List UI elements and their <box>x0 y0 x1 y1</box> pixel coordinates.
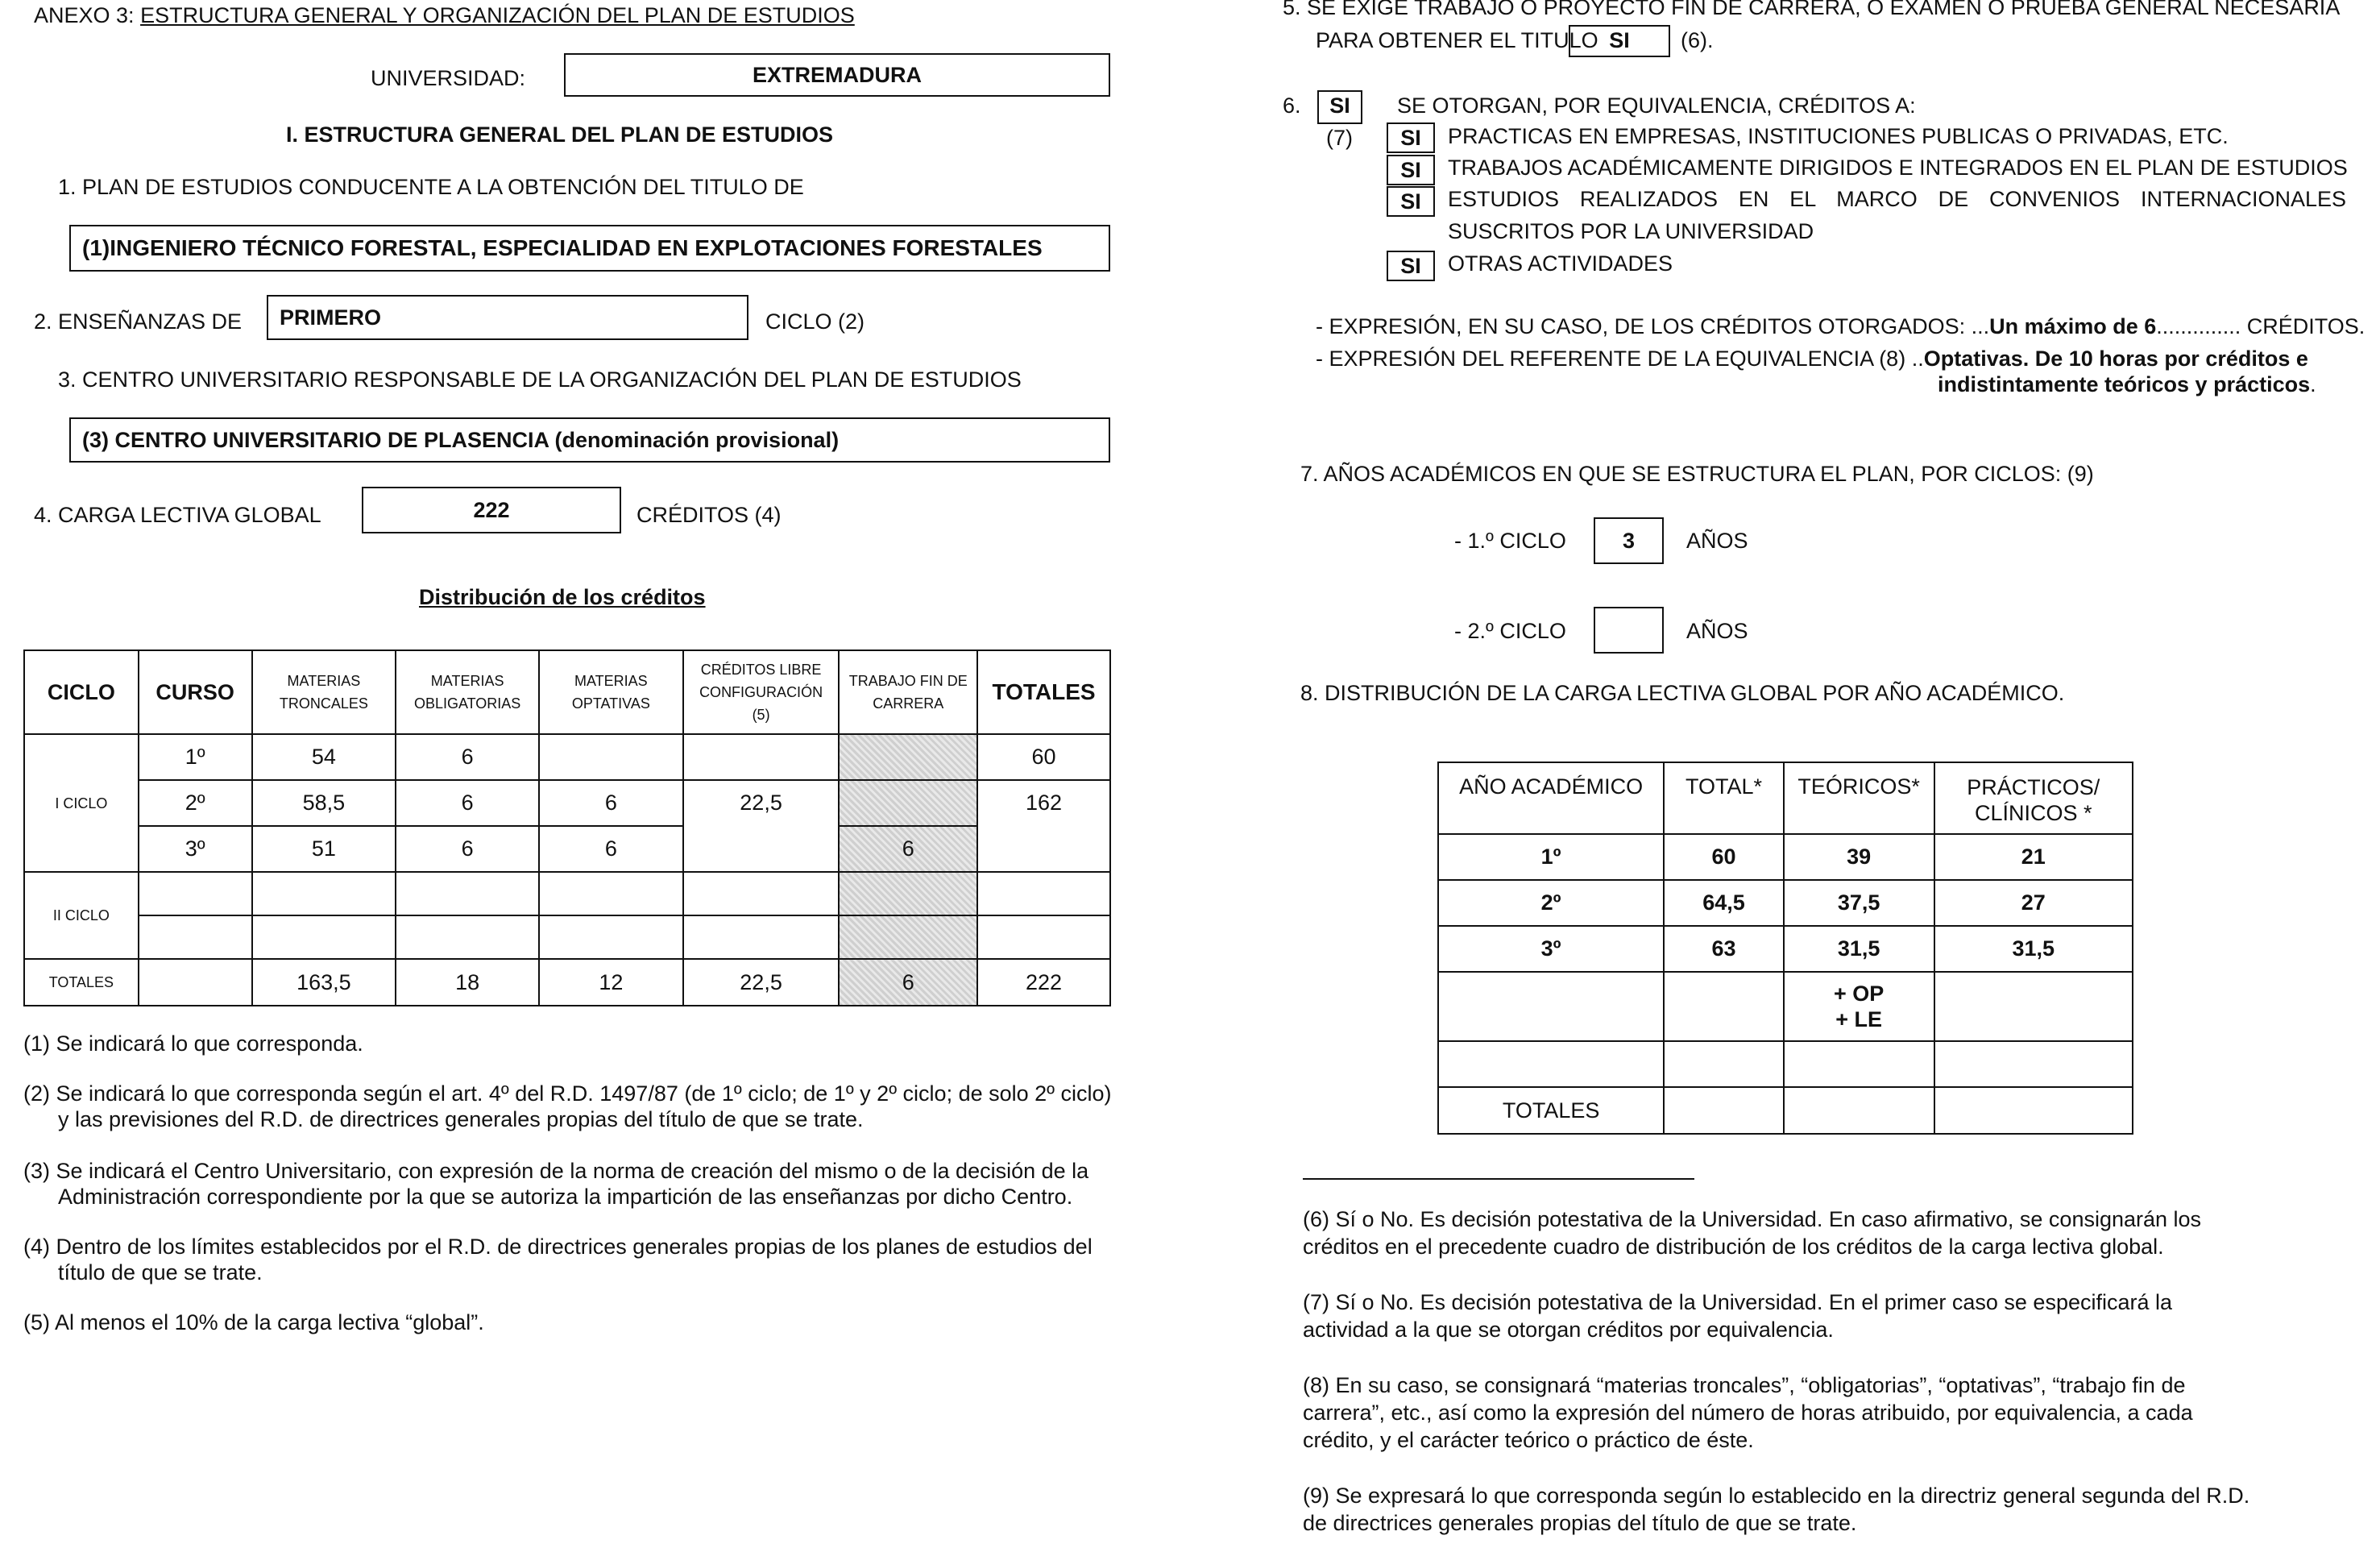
ciclo2-label: - 2.º CICLO <box>1454 619 1566 643</box>
annex-heading <box>34 3 855 28</box>
total-global: 222 <box>977 959 1110 1006</box>
year-distribution-table <box>1437 762 2133 1135</box>
cell-trabajo <box>839 915 977 959</box>
cell-teoricos: 31,5 <box>1784 926 1934 972</box>
header-ano: AÑO ACADÉMICO <box>1438 762 1664 834</box>
opt-practicas: PRACTICAS EN EMPRESAS, INSTITUCIONES PUBLICAS O PRIVADAS, ETC. <box>1448 124 2229 148</box>
item5-line1: 5. SE EXIGE TRABAJO O PROYECTO FIN DE CARRERA, O EXAMEN O PRUEBA GENERAL NECESARIA <box>1283 0 2341 19</box>
item6-ref: (7) <box>1326 126 1353 150</box>
ciclo1-anos-box: 3 <box>1594 517 1664 564</box>
table-row <box>24 780 1110 826</box>
item4-suffix: CRÉDITOS (4) <box>636 503 782 527</box>
note-7-cont: actividad a la que se otorgan créditos por equivalencia. <box>1303 1318 1834 1342</box>
cell-practicos: 27 <box>1934 880 2133 926</box>
cell-curso: 2º <box>139 780 252 826</box>
opt-si-box: SI <box>1387 122 1435 153</box>
opt-estudios: ESTUDIOS REALIZADOS EN EL MARCO DE CONVENIOS INTERNACIONALES <box>1448 187 2346 211</box>
item2-suffix: CICLO (2) <box>765 309 865 334</box>
expr2 <box>1316 347 2308 371</box>
cell-practicos: 21 <box>1934 834 2133 880</box>
credit-distribution-table <box>23 649 1111 1006</box>
universidad-label: UNIVERSIDAD: <box>371 66 526 90</box>
table-totals-row <box>24 959 1110 1006</box>
cell-total: 64,5 <box>1664 880 1784 926</box>
expr2-prefix: - EXPRESIÓN DEL REFERENTE DE LA EQUIVALENCIA (8) .. <box>1316 347 1924 371</box>
table-header-row <box>1438 762 2133 834</box>
item5-suffix: (6). <box>1681 28 1714 52</box>
cell-totales: 60 <box>977 734 1110 780</box>
ensenanzas-field: PRIMERO <box>267 295 748 340</box>
total-obligatorias: 18 <box>396 959 539 1006</box>
cell-troncales: 51 <box>252 826 396 872</box>
cell-empty <box>539 915 683 959</box>
cell-troncales: 54 <box>252 734 396 780</box>
cell-obligatorias: 6 <box>396 780 539 826</box>
cell-empty <box>1438 972 1664 1041</box>
item7-label: 7. AÑOS ACADÉMICOS EN QUE SE ESTRUCTURA EL PLAN, POR CICLOS: (9) <box>1300 462 2094 486</box>
table-totals-row <box>1438 1087 2133 1134</box>
cell-empty <box>1934 1041 2133 1087</box>
cell-obligatorias: 6 <box>396 826 539 872</box>
header-practicos <box>1934 762 2133 834</box>
expr1 <box>1316 314 2365 339</box>
table-row <box>24 734 1110 780</box>
opt-otras: OTRAS ACTIVIDADES <box>1448 251 1673 276</box>
cell-empty <box>1438 1041 1664 1087</box>
cell-empty <box>139 915 252 959</box>
expr2-end: . <box>2310 372 2316 396</box>
cell-optativas: 6 <box>539 826 683 872</box>
note-4-cont: título de que se trate. <box>58 1260 263 1284</box>
cell-teoricos: 37,5 <box>1784 880 1934 926</box>
cell-total: 63 <box>1664 926 1784 972</box>
cell-empty <box>539 872 683 915</box>
note-2-cont: y las previsiones del R.D. de directrices generales propias del título de que se trate. <box>58 1107 864 1131</box>
expr2-cont <box>1938 372 2316 397</box>
header-ciclo: CICLO <box>24 650 139 734</box>
note-9: (9) Se expresará lo que corresponda según lo establecido en la directriz general segunda del R.D. <box>1303 1484 2250 1508</box>
ciclo-ii-cell: II CICLO <box>24 872 139 959</box>
cell-libre <box>683 734 840 780</box>
cell-practicos: 31,5 <box>1934 926 2133 972</box>
header-troncales: MATERIAS TRONCALES <box>252 650 396 734</box>
titulo-field: (1)INGENIERO TÉCNICO FORESTAL, ESPECIALIDAD EN EXPLOTACIONES FORESTALES <box>69 225 1110 272</box>
cell-ano: 1º <box>1438 834 1664 880</box>
opt-si-box: SI <box>1387 251 1435 281</box>
cell-empty <box>977 872 1110 915</box>
table-row <box>1438 834 2133 880</box>
item3-label: 3. CENTRO UNIVERSITARIO RESPONSABLE DE LA ORGANIZACIÓN DEL PLAN DE ESTUDIOS <box>58 367 1022 392</box>
opt-si-box: SI <box>1387 155 1435 185</box>
expr1-value: Un máximo de 6 <box>1989 314 2157 338</box>
total-troncales: 163,5 <box>252 959 396 1006</box>
note-8-cont2: crédito, y el carácter teórico o práctico de éste. <box>1303 1428 1754 1452</box>
op-label: + OP <box>1834 982 1885 1006</box>
item8-label: 8. DISTRIBUCIÓN DE LA CARGA LECTIVA GLOBAL POR AÑO ACADÉMICO. <box>1300 681 2065 705</box>
opt-estudios-cont: SUSCRITOS POR LA UNIVERSIDAD <box>1448 219 1814 243</box>
cell-empty <box>683 915 840 959</box>
cell-optativas <box>539 734 683 780</box>
table-header-row <box>24 650 1110 734</box>
note-9-cont: de directrices generales propias del título de que se trate. <box>1303 1511 1857 1535</box>
total-trabajo: 6 <box>839 959 977 1006</box>
table-row <box>1438 1041 2133 1087</box>
footnote-divider <box>1303 1178 1694 1180</box>
note-8-cont: carrera”, etc., así como la expresión del número de horas atribuido, por equivalencia, a cada <box>1303 1401 2193 1425</box>
header-obligatorias: MATERIAS OBLIGATORIAS <box>396 650 539 734</box>
ciclo2-anos-label: AÑOS <box>1686 619 1748 643</box>
expr2-value: Optativas. De 10 horas por créditos e <box>1923 347 2308 371</box>
table-row <box>1438 972 2133 1041</box>
cell-empty <box>1664 1041 1784 1087</box>
expr2-value2: indistintamente teóricos y prácticos <box>1938 372 2311 396</box>
header-total: TOTAL* <box>1664 762 1784 834</box>
cell-total: 60 <box>1664 834 1784 880</box>
le-label: + LE <box>1835 1007 1883 1031</box>
section-title: I. ESTRUCTURA GENERAL DEL PLAN DE ESTUDIOS <box>286 122 834 147</box>
cell-empty <box>396 915 539 959</box>
header-optativas: MATERIAS OPTATIVAS <box>539 650 683 734</box>
note-4: (4) Dentro de los límites establecidos por el R.D. de directrices generales propias de los planes de estudios del <box>23 1235 1093 1259</box>
annex-title: ESTRUCTURA GENERAL Y ORGANIZACIÓN DEL PLAN DE ESTUDIOS <box>140 3 855 27</box>
annex-prefix: ANEXO 3: <box>34 3 135 27</box>
cell-empty <box>1934 972 2133 1041</box>
cell-troncales: 58,5 <box>252 780 396 826</box>
totales-label: TOTALES <box>1438 1087 1664 1134</box>
item6-si-box: SI <box>1317 90 1362 124</box>
note-6: (6) Sí o No. Es decisión potestativa de la Universidad. En caso afirmativo, se consignarán los <box>1303 1207 2202 1231</box>
cell-empty <box>139 872 252 915</box>
cell-curso: 1º <box>139 734 252 780</box>
note-7: (7) Sí o No. Es decisión potestativa de la Universidad. En el primer caso se especificará la <box>1303 1290 2173 1314</box>
header-practicos-l1: PRÁCTICOS/ <box>1967 775 2100 799</box>
cell-empty <box>252 915 396 959</box>
cell-libre: 22,5 <box>683 780 840 872</box>
item2-label: 2. ENSEÑANZAS DE <box>34 309 243 334</box>
table-row <box>24 915 1110 959</box>
cell-ano: 2º <box>1438 880 1664 926</box>
total-libre: 22,5 <box>683 959 840 1006</box>
ciclo1-label: - 1.º CICLO <box>1454 529 1566 553</box>
cell-trabajo <box>839 780 977 826</box>
item5-line2: PARA OBTENER EL TITULO <box>1316 28 1598 52</box>
cell-teoricos: 39 <box>1784 834 1934 880</box>
note-8: (8) En su caso, se consignará “materias troncales”, “obligatorias”, “optativas”, “trabajo fin de <box>1303 1373 2186 1397</box>
note-2: (2) Se indicará lo que corresponda según el art. 4º del R.D. 1497/87 (de 1º ciclo; de 1º y 2º ciclo; de solo 2º ciclo) <box>23 1081 1112 1106</box>
universidad-field: EXTREMADURA <box>564 53 1110 97</box>
opt-si-box: SI <box>1387 186 1435 217</box>
cell-empty <box>977 915 1110 959</box>
cell-op-le <box>1784 972 1934 1041</box>
total-optativas: 12 <box>539 959 683 1006</box>
cell-trabajo <box>839 734 977 780</box>
header-trabajo-fin: TRABAJO FIN DE CARRERA <box>839 650 977 734</box>
cell-trabajo: 6 <box>839 826 977 872</box>
ciclo-i-cell: I CICLO <box>24 734 139 872</box>
item5-si-box: SI <box>1569 25 1670 57</box>
note-3-cont: Administración correspondiente por la que se autoriza la impartición de las enseñanzas por dicho Centro. <box>58 1185 1073 1209</box>
cell-curso: 3º <box>139 826 252 872</box>
note-3: (3) Se indicará el Centro Universitario, con expresión de la norma de creación del mismo o de la decisión de la <box>23 1159 1089 1183</box>
expr1-suffix: .............. CRÉDITOS. <box>2156 314 2365 338</box>
header-practicos-l2: CLÍNICOS * <box>1975 801 2092 825</box>
item6-label: 6. <box>1283 93 1301 118</box>
cell-optativas: 6 <box>539 780 683 826</box>
centro-field: (3) CENTRO UNIVERSITARIO DE PLASENCIA (denominación provisional) <box>69 417 1110 463</box>
table-row <box>24 826 1110 872</box>
item4-label: 4. CARGA LECTIVA GLOBAL <box>34 503 321 527</box>
cell-trabajo <box>839 872 977 915</box>
cell-ano: 3º <box>1438 926 1664 972</box>
cell-totales: 162 <box>977 780 1110 872</box>
cell-empty <box>252 872 396 915</box>
table-row <box>1438 926 2133 972</box>
header-teoricos: TEÓRICOS* <box>1784 762 1934 834</box>
ciclo2-anos-box <box>1594 607 1664 654</box>
header-curso: CURSO <box>139 650 252 734</box>
header-libre-config: CRÉDITOS LIBRE CONFIGURACIÓN (5) <box>683 650 840 734</box>
totales-label: TOTALES <box>24 959 139 1006</box>
dist-title: Distribución de los créditos <box>419 585 706 609</box>
item1-label: 1. PLAN DE ESTUDIOS CONDUCENTE A LA OBTENCIÓN DEL TITULO DE <box>58 175 804 199</box>
cell-empty <box>1784 1087 1934 1134</box>
expr1-prefix: - EXPRESIÓN, EN SU CASO, DE LOS CRÉDITOS OTORGADOS: ... <box>1316 314 1990 338</box>
table-row <box>24 872 1110 915</box>
cell-empty <box>1784 1041 1934 1087</box>
opt-trabajos: TRABAJOS ACADÉMICAMENTE DIRIGIDOS E INTEGRADOS EN EL PLAN DE ESTUDIOS <box>1448 156 2348 180</box>
cell-empty <box>396 872 539 915</box>
header-totales: TOTALES <box>977 650 1110 734</box>
cell-obligatorias: 6 <box>396 734 539 780</box>
note-6-cont: créditos en el precedente cuadro de distribución de los créditos de la carga lectiva global. <box>1303 1235 2164 1259</box>
cell-empty <box>683 872 840 915</box>
carga-field: 222 <box>362 487 621 533</box>
item6-text: SE OTORGAN, POR EQUIVALENCIA, CRÉDITOS A: <box>1397 93 1916 118</box>
note-1: (1) Se indicará lo que corresponda. <box>23 1031 363 1056</box>
cell-empty <box>139 959 252 1006</box>
cell-empty <box>1934 1087 2133 1134</box>
cell-empty <box>1664 1087 1784 1134</box>
note-5: (5) Al menos el 10% de la carga lectiva “global”. <box>23 1310 484 1334</box>
table-row <box>1438 880 2133 926</box>
ciclo1-anos-label: AÑOS <box>1686 529 1748 553</box>
cell-empty <box>1664 972 1784 1041</box>
